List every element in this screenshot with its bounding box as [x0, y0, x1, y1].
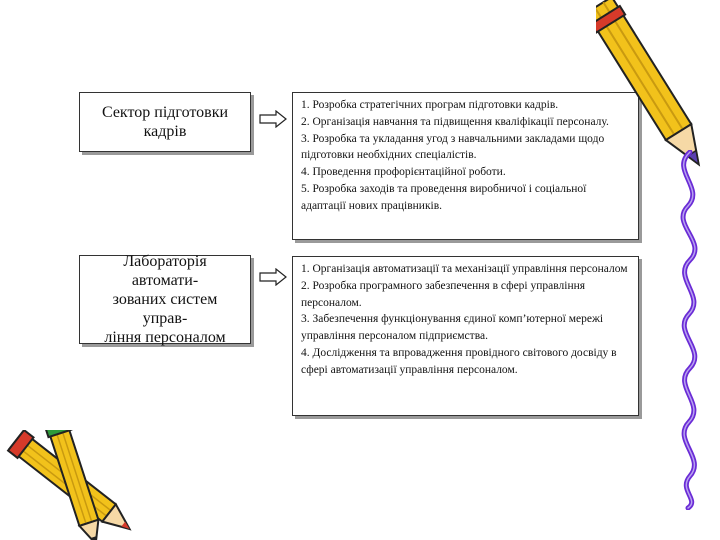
function-item: 3. Розробка та укладання угод з навчальними закладами щодо підготовки необхідних спеціалістів. — [301, 132, 605, 162]
function-item: 3. Забезпечення функціонування єдиної комп’ютерної мережі управління персоналом підприємства. — [301, 313, 604, 343]
function-item: 4. Проведення профорієнтаційної роботи. — [301, 166, 506, 179]
function-item: 2. Організація навчання та підвищення кваліфікації персоналу. — [301, 115, 609, 128]
pencil-icon — [0, 430, 150, 540]
function-item: 5. Розробка заходів та проведення виробничої і соціальної адаптації нових працівників. — [301, 182, 587, 212]
arrow-right-icon — [259, 110, 287, 128]
function-item: 1. Організація автоматизації та механізації управління персоналом — [301, 263, 628, 275]
function-item: 2. Розробка програмного забезпечення в сфері управління персоналом. — [301, 279, 586, 309]
unit-label-1: Сектор підготовки кадрів — [101, 104, 229, 140]
unit-box-2 — [79, 255, 251, 344]
pencil-icon — [596, 0, 706, 175]
squiggle-line — [660, 150, 720, 510]
unit-box-1 — [79, 92, 251, 152]
arrow-right-icon — [259, 268, 287, 286]
unit-label-2-line-1: Лабораторія автомати- — [123, 253, 207, 289]
function-item: 1. Розробка стратегічних програм підготовки кадрів. — [301, 99, 559, 111]
unit-label-2-line-3: ління персоналом — [104, 329, 226, 346]
unit-label-2-line-2: зованих систем управ- — [112, 291, 218, 327]
function-item: 4. Дослідження та впровадження провідного світового досвіду в сфері автоматизації управління персоналом. — [301, 346, 617, 376]
functions-box-2 — [292, 256, 639, 416]
functions-box-1 — [292, 92, 639, 240]
